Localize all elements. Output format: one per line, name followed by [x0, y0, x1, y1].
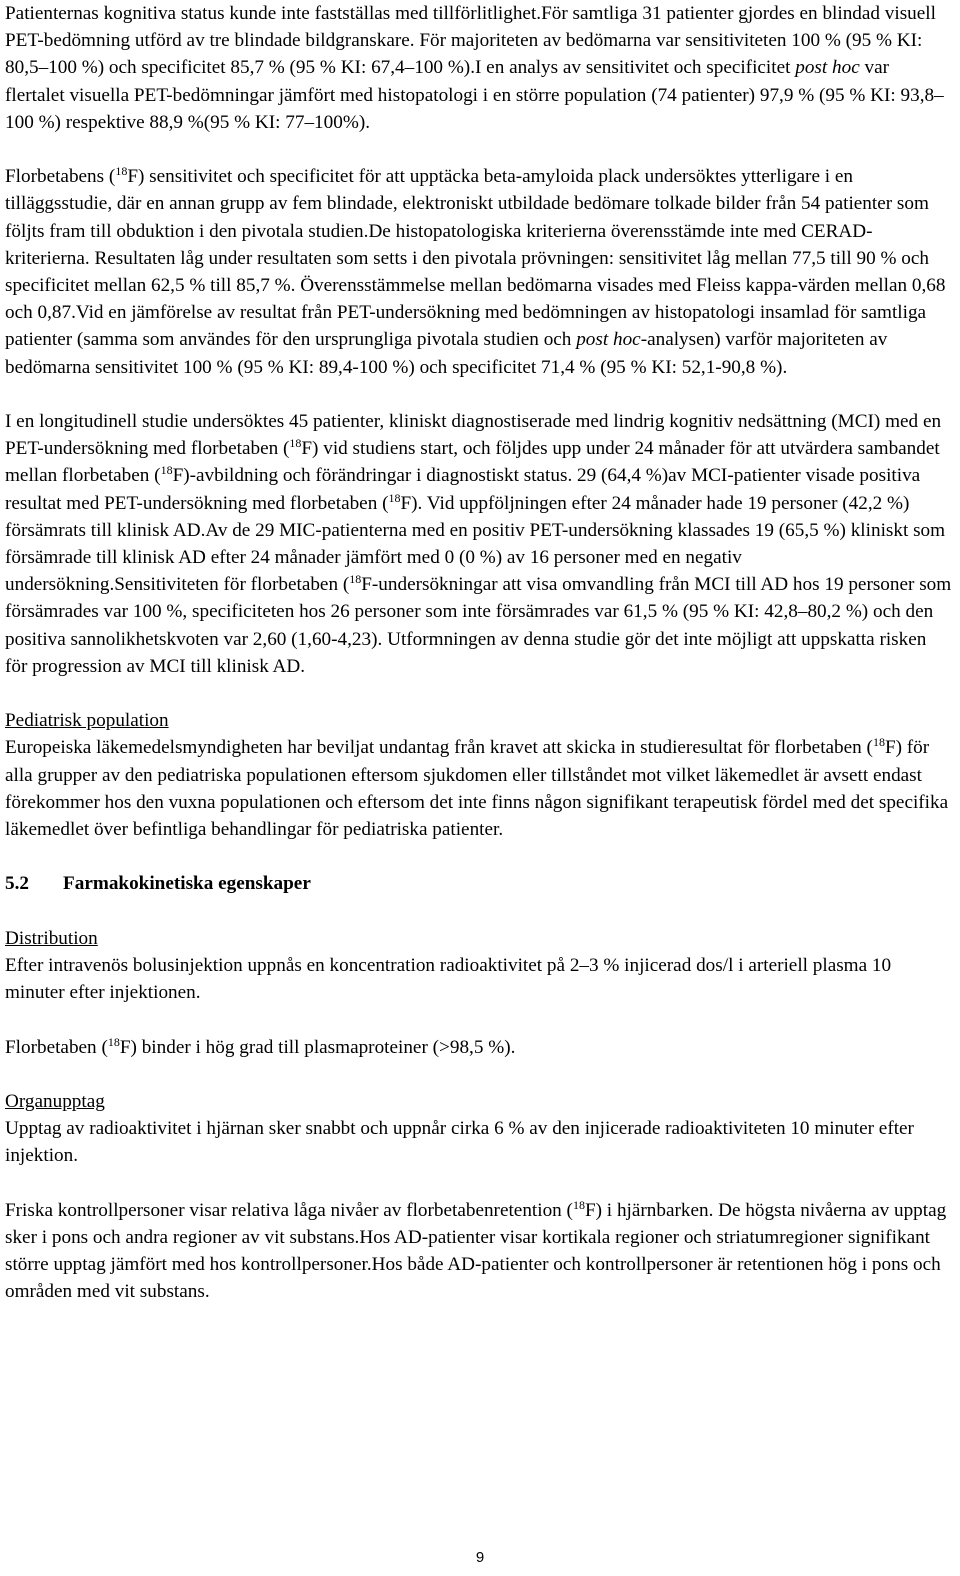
paragraph-retention — [5, 1197, 953, 1306]
text: F) i hjärnbarken. De högsta nivåerna av upptag sker i pons och andra regioner av vit substans.Hos AD-patienter visar kortikala regioner och striatumregioner signifikant större upptag jämfört med hos kontrollpersoner.Hos både AD-patienter och kontrollpersoner är retentionen hög i pons och områden med vit substans. — [5, 1199, 947, 1303]
text: F). Vid uppföljningen efter 24 månader hade 19 personer (42,2 %) försämrats till klinisk AD.Av de 29 MIC-patienterna med en positiv PET-undersökning klassades 19 (65,5 %) kliniskt som försämrade till klinisk AD efter 24 månader jämfört med 0 (0 %) av 16 personer med en negativ undersökning.Sensitiviteten för florbetaben ( — [5, 492, 946, 596]
superscript: 18 — [107, 1034, 120, 1049]
superscript: 18 — [388, 490, 401, 505]
spacer — [5, 381, 953, 408]
text: var flertalet visuella PET-bedömningar jämfört med histopatologi i en större population (74 patienter) 97,9 % (95 % KI: 93,8–100 %) respektive 88,9 %(95 % KI: 77–100%). — [5, 57, 944, 133]
text: Friska kontrollpersoner visar relativa låga nivåer av florbetabenretention ( — [5, 1199, 573, 1221]
spacer — [5, 1170, 953, 1197]
section-number: 5.2 — [5, 873, 29, 895]
text: I en analys av sensitivitet och specificitet — [475, 57, 796, 79]
subheading-distribution: Distribution — [5, 927, 98, 949]
superscript: 18 — [289, 436, 302, 451]
spacer — [5, 1006, 953, 1033]
subheading-organ-uptake: Organupptag — [5, 1091, 105, 1113]
page-number: 9 — [475, 1549, 485, 1566]
superscript: 18 — [872, 735, 885, 750]
spacer — [5, 136, 953, 163]
document-page — [5, 0, 953, 1306]
superscript: 18 — [349, 572, 362, 587]
paragraph-protein-binding — [5, 1034, 953, 1061]
spacer — [5, 843, 953, 870]
text: Florbetaben ( — [5, 1036, 108, 1058]
text: F) sensitivitet och specificitet för att upptäcka beta-amyloida plack undersöktes ytterligare i en tilläggsstudie, där en annan grupp av fem blindade, elektroniskt utbildade bedömare tolkade bilder från 54 patienter som följts fram till obduktion i den pivotala studien.De histopatologiska kriterierna överensstämde inte med CERAD-kriterierna. Resultaten låg under resultaten som setts i den pivotala prövningen: sensitivitet låg mellan 77,5 till 90 % och specificitet mellan 62,5 % till 85,7 %. Överensstämmelse mellan bedömarna visades med Fleiss kappa-värden mellan 0,68 och 0,87.Vid en jämförelse av resultat från PET-undersökning med bedömningen av histopatologi insamlad för samtliga patienter (samma som användes för den ursprungliga pivotala studien och — [5, 166, 946, 351]
text: F) vid studiens start, och följdes upp under 24 månader för att utvärdera sambandet mellan florbetaben ( — [5, 438, 940, 487]
superscript: 18 — [160, 463, 173, 478]
italic-text: post hoc — [795, 57, 860, 79]
paragraph-sensitivity-analysis — [5, 0, 953, 136]
section-title: Farmakokinetiska egenskaper — [63, 873, 311, 895]
spacer — [5, 680, 953, 707]
subheading-pediatric: Pediatrisk population — [5, 710, 169, 732]
text: Europeiska läkemedelsmyndigheten har beviljat undantag från kravet att skicka in studieresultat för florbetaben ( — [5, 737, 873, 759]
paragraph-pediatric — [5, 734, 953, 843]
paragraph-organ-uptake: Upptag av radioaktivitet i hjärnan sker snabbt och uppnår cirka 6 % av den injicerade radioaktiviteten 10 minuter efter injektion. — [5, 1118, 914, 1167]
paragraph-supplementary-study — [5, 163, 953, 381]
text: Florbetabens ( — [5, 166, 116, 188]
text: F) binder i hög grad till plasmaproteiner (>98,5 %). — [119, 1036, 516, 1058]
text: För samtliga 31 patienter gjordes en blindad visuell PET-bedömning utförd av tre blindade bildgranskare. För majoriteten av bedömarna var sensitiviteten 100 % (95 % KI: 80,5–100 %) och specificitet 85,7 % (95 % KI: 67,4–100 %). — [5, 3, 936, 79]
text: -analysen) varför majoriteten av bedömarna sensitivitet 100 % (95 % KI: 89,4-100 %) och specificitet 71,4 % (95 % KI: 52,1-90,8 %). — [5, 329, 888, 378]
paragraph-longitudinal-study — [5, 408, 953, 680]
spacer — [5, 1061, 953, 1088]
text: F) för alla grupper av den pediatriska populationen eftersom sjukdomen eller tillståndet mot vilket läkemedlet är avsett endast förekommer hos den vuxna populationen och eftersom det inte finns någon signifikant terapeutisk fördel med det specifika läkemedlet över befintliga behandlingar för pediatriska patienter. — [5, 737, 949, 841]
text: F)-avbildning och förändringar i diagnostiskt status. 29 (64,4 %)av MCI-patienter visade positiva resultat med PET-undersökning med florbetaben ( — [5, 465, 921, 514]
superscript: 18 — [115, 164, 128, 179]
text: F-undersökningar att visa omvandling från MCI till AD hos 19 personer som försämrades var 100 %, specificiteten hos 26 personer som inte försämrades var 61,5 % (95 % KI: 42,8–80,2 %) och den positiva sannolikhetskvoten var 2,60 (1,60-4,23). Utformningen av denna studie gör det inte möjligt att uppskatta risken för progression av MCI till klinisk AD. — [5, 574, 952, 677]
superscript: 18 — [572, 1197, 585, 1212]
italic-text: post hoc — [576, 329, 641, 351]
text: I en longitudinell studie undersöktes 45 patienter, kliniskt diagnostiserade med lindrig kognitiv nedsättning (MCI) med en PET-undersökning med florbetaben ( — [5, 411, 942, 460]
spacer — [5, 898, 953, 925]
section-heading — [5, 870, 953, 897]
text: Patienternas kognitiva status kunde inte fastställas med tillförlitlighet. — [5, 3, 542, 24]
paragraph-distribution: Efter intravenös bolusinjektion uppnås en koncentration radioaktivitet på 2–3 % injicerad dos/l i arteriell plasma 10 minuter efter injektionen. — [5, 955, 892, 1004]
